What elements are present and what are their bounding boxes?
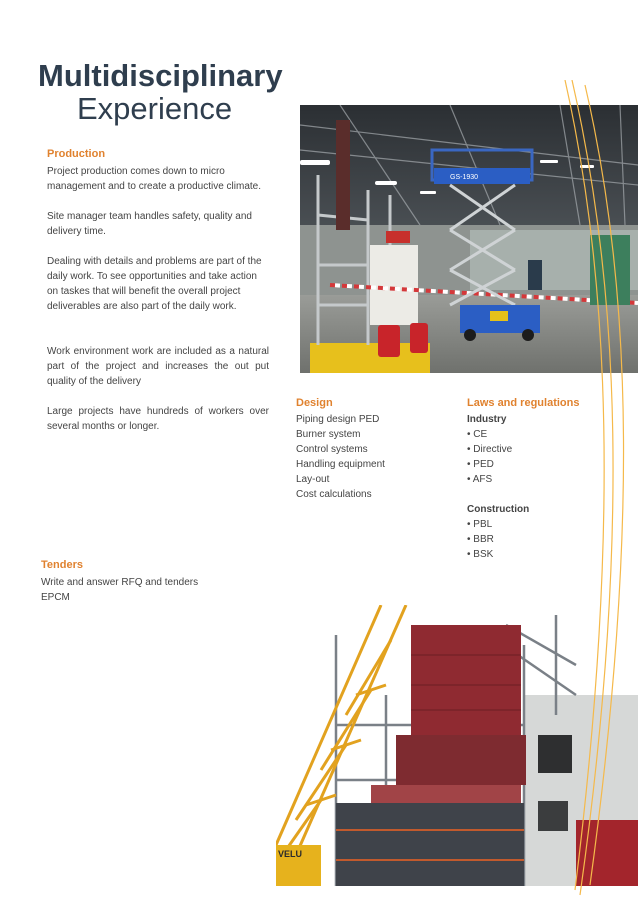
industry-item: • CE [467, 429, 488, 440]
tenders-line-1: Write and answer RFQ and tenders [41, 577, 199, 588]
page-subtitle: Experience [77, 91, 233, 126]
industry-item: • Directive [467, 444, 513, 455]
laws-heading: Laws and regulations [467, 397, 580, 409]
design-item: Cost calculations [296, 489, 372, 500]
crane-label: VELU [278, 849, 303, 859]
tenders-heading: Tenders [41, 559, 83, 571]
construction-item: • BSK [467, 549, 494, 560]
industry-label: Industry [467, 414, 507, 425]
design-item: Lay-out [296, 474, 330, 485]
design-item: Control systems [296, 444, 368, 455]
design-section [296, 397, 446, 502]
tenders-line-2: EPCM [41, 592, 70, 603]
design-item: Handling equipment [296, 459, 385, 470]
production-paragraph-5: Large projects have hundreds of workers over several months or longer. [47, 406, 269, 432]
lift-label: GS-1930 [450, 174, 479, 181]
construction-item: • PBL [467, 519, 493, 530]
construction-label: Construction [467, 504, 530, 515]
page-title: Multidisciplinary [38, 58, 283, 93]
design-heading: Design [296, 397, 333, 409]
production-paragraph-3: Dealing with details and problems are part of the daily work. To see opportunities and take action on taskes that will benefit the overall project deliverables are also part of the daily work. [47, 256, 262, 312]
production-heading: Production [47, 148, 106, 160]
design-item: Burner system [296, 429, 361, 440]
industry-item: • AFS [467, 474, 493, 485]
design-item: Piping design PED [296, 414, 380, 425]
production-paragraph-4: Work environment work are included as a natural part of the project and increases the out put quality of the delivery [47, 346, 269, 387]
production-paragraph-1: Project production comes down to micro management and to create a productive climate. [47, 166, 262, 192]
decorative-lines [540, 80, 638, 907]
design-list [296, 412, 446, 502]
construction-item: • BBR [467, 534, 494, 545]
production-paragraph-2: Site manager team handles safety, quality and delivery time. [47, 211, 252, 237]
industry-item: • PED [467, 459, 494, 470]
